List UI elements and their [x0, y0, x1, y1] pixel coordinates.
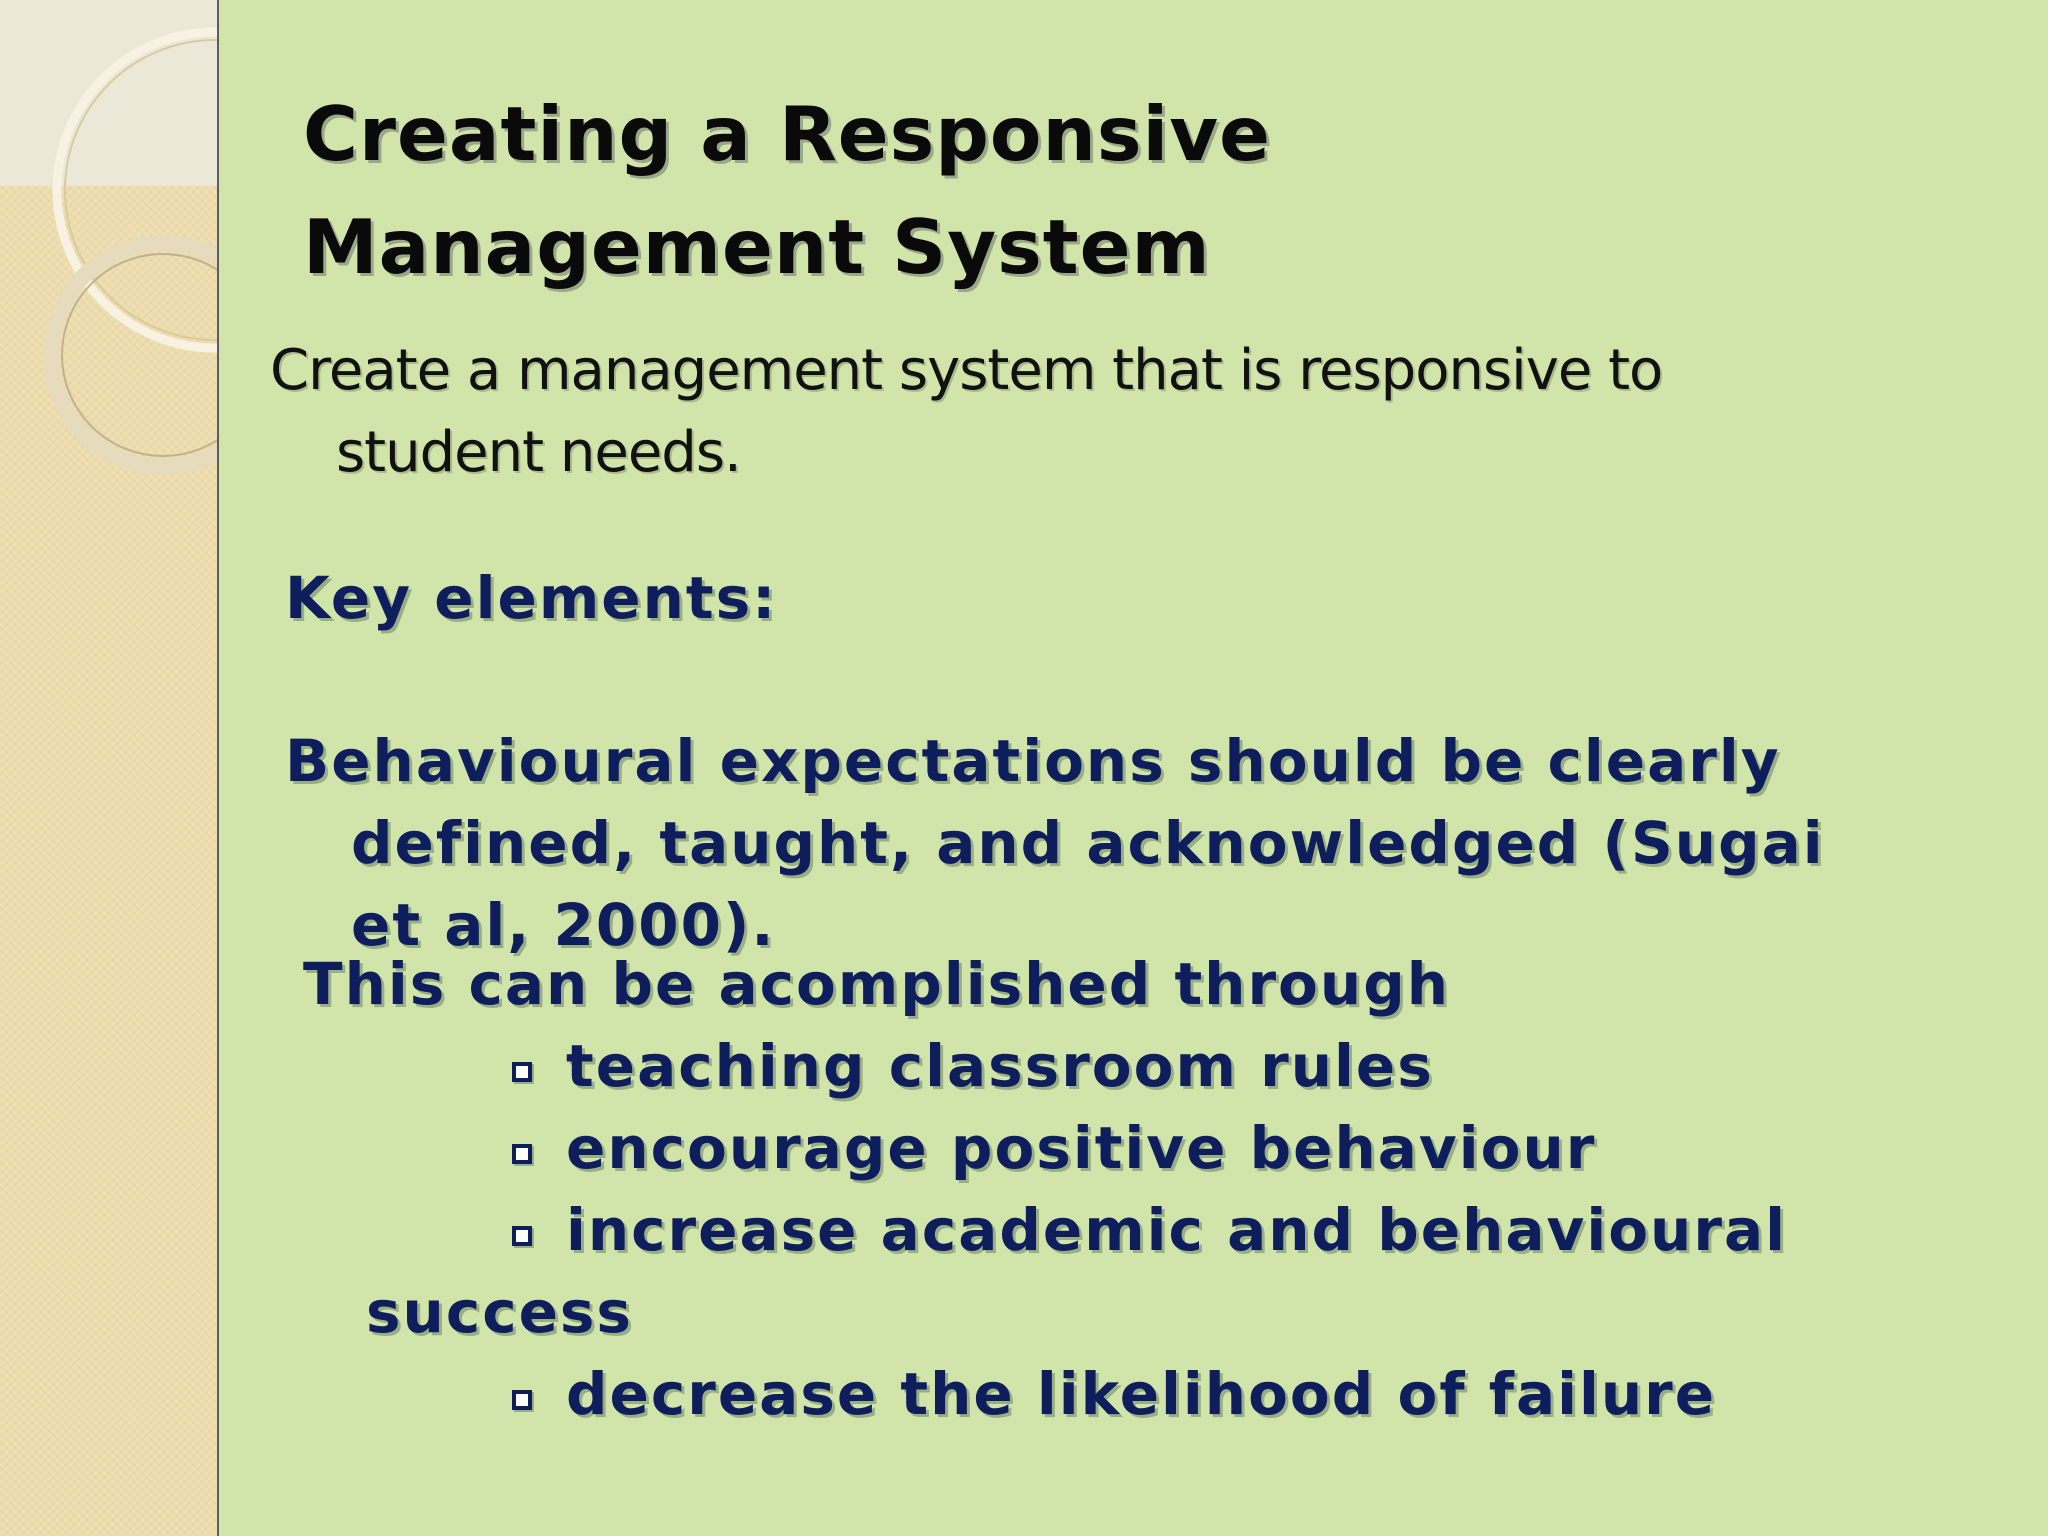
expectation-text-line-3: et al, 2000). [351, 891, 776, 959]
hollow-square-bullet-icon [512, 1062, 532, 1082]
hollow-square-bullet-icon [512, 1226, 532, 1246]
bullet-item [512, 1196, 1787, 1264]
bullet-item-text: teaching classroom rules [566, 1032, 1434, 1100]
key-elements-heading: Key elements: [285, 564, 778, 632]
bullet-item [512, 1032, 1434, 1100]
bullet-item [512, 1360, 1716, 1428]
intro-text-line-1: Create a management system that is responsive to [270, 338, 1663, 403]
bullet-item-text: decrease the likelihood of failure [566, 1360, 1717, 1428]
decorative-side-band [0, 0, 219, 1536]
bullet-item [512, 1114, 1596, 1182]
bullet-continuation-text: success [366, 1278, 633, 1346]
bullet-item-text: increase academic and behavioural [566, 1196, 1787, 1264]
hollow-square-bullet-icon [512, 1144, 532, 1164]
ring-decoration-icon [0, 0, 217, 520]
accomplish-intro-text: This can be acomplished through [303, 950, 1451, 1018]
slide-title-line-1: Creating a Responsive [303, 90, 1271, 178]
expectation-text-line-2: defined, taught, and acknowledged (Sugai [351, 809, 1825, 877]
expectation-text-line-1: Behavioural expectations should be clearly [285, 727, 1781, 795]
bullet-item-text: encourage positive behaviour [566, 1114, 1597, 1182]
slide-title-line-2: Management System [303, 203, 1211, 291]
intro-text-line-2: student needs. [336, 420, 741, 485]
hollow-square-bullet-icon [512, 1390, 532, 1410]
